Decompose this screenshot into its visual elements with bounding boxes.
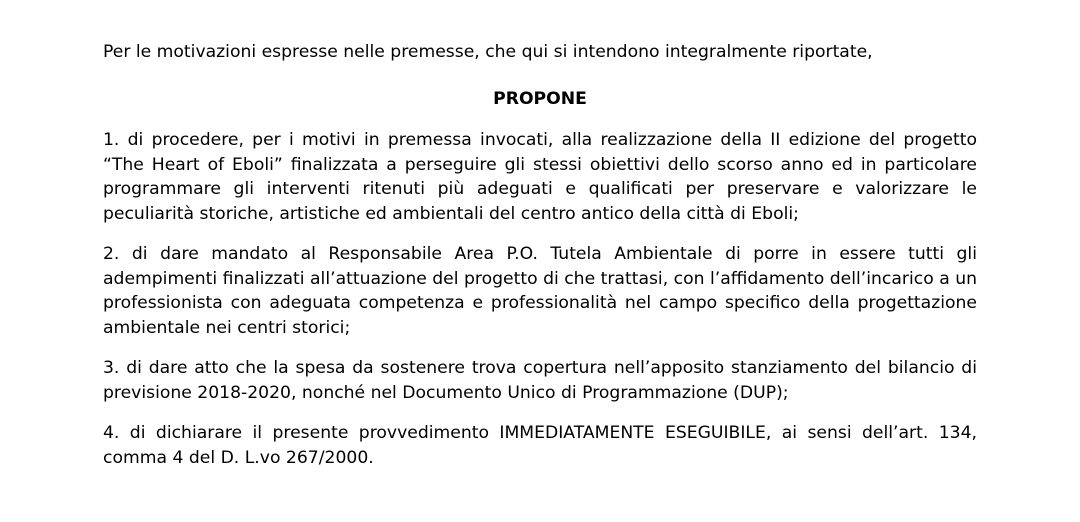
resolution-item-3: 3. di dare atto che la spesa da sostenere trova copertura nell’apposito stanziamento del bilancio di previsione 2018-2020, nonché nel Documento Unico di Programmazione (DUP);: [103, 358, 977, 403]
resolution-item-1: 1. di procedere, per i motivi in premessa invocati, alla realizzazione della II edizione del progetto “The Heart of Eboli” finalizzata a perseguire gli stessi obiettivi dello scorso anno ed in particolare programmare gli interventi ritenuti più adeguati e qualificati per preservare e valorizzare le peculiarità storiche, artistiche ed ambientali del centro antico della città di Eboli;: [103, 130, 977, 224]
intro-paragraph: Per le motivazioni espresse nelle premesse, che qui si intendono integralmente riportate,: [103, 42, 873, 62]
resolution-item-4: 4. di dichiarare il presente provvedimento IMMEDIATAMENTE ESEGUIBILE, ai sensi dell’art. 134, comma 4 del D. L.vo 267/2000.: [103, 423, 977, 468]
resolution-item-2: 2. di dare mandato al Responsabile Area P.O. Tutela Ambientale di porre in essere tutti gli adempimenti finalizzati all’attuazione del progetto di che trattasi, con l’affidamento dell’incarico a un professionista con adeguata competenza e professionalità nel campo specifico della progettazione ambientale nei centri storici;: [103, 244, 977, 338]
section-heading: PROPONE: [493, 89, 587, 109]
document-body: [103, 40, 977, 470]
